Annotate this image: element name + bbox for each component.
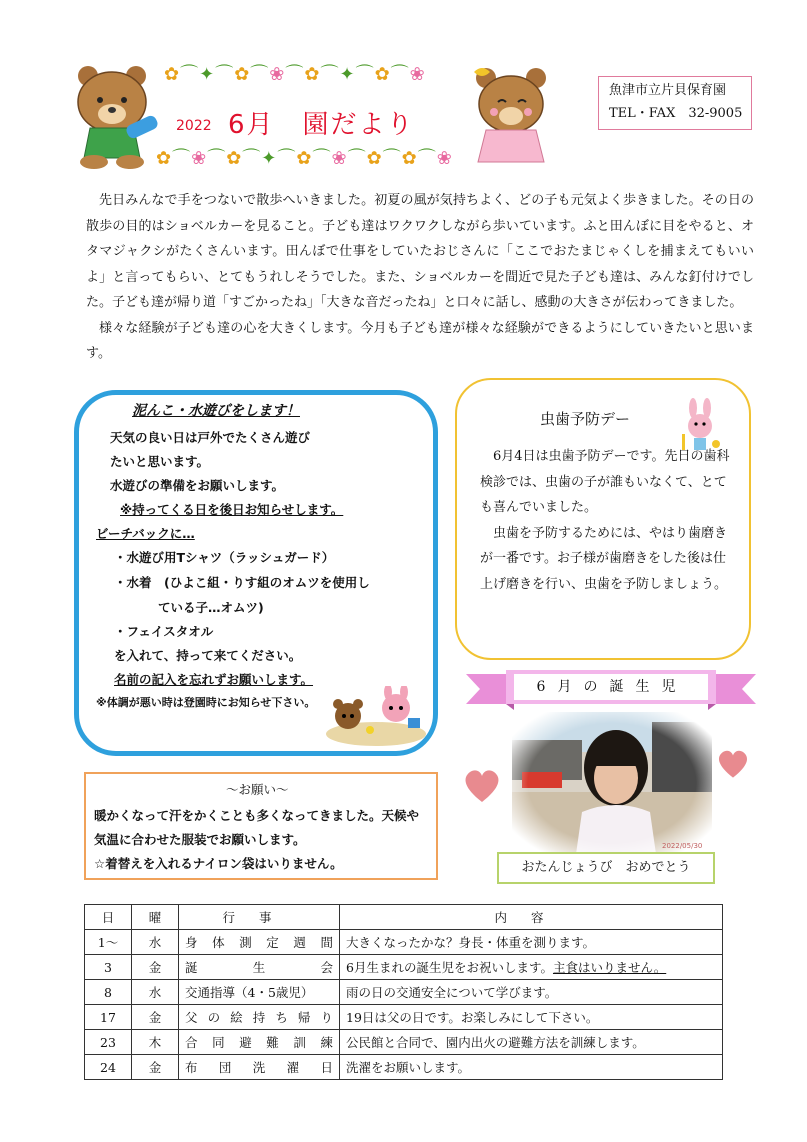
header-content: 内容	[340, 905, 723, 930]
table-row	[85, 955, 723, 980]
row-content: 洗濯をお願いします。	[340, 1055, 723, 1080]
row-day: 23	[85, 1030, 132, 1055]
row-day: 8	[85, 980, 132, 1005]
heart-right-icon	[716, 748, 750, 780]
row-dow: 金	[132, 1055, 179, 1080]
row-event: 誕生会	[179, 955, 340, 980]
mud-play-line: 名前の記入を忘れずお願いします。	[114, 672, 314, 687]
mud-play-line: ビーチバックに…	[96, 526, 195, 541]
row-event: 身体測定週間	[179, 930, 340, 955]
table-header-row	[85, 905, 723, 930]
heart-left-icon	[462, 768, 502, 804]
mud-play-line: ・水遊び用Tシャツ（ラッシュガード）	[114, 550, 335, 565]
mud-play-line: を入れて、持って来てください。	[114, 648, 302, 663]
row-dow: 金	[132, 955, 179, 980]
row-day: 1～	[85, 930, 132, 955]
row-event: 布団洗濯日	[179, 1055, 340, 1080]
dental-paragraph-2: 虫歯を予防するためには、やはり歯磨きが一番です。お子様が歯磨きをした後は仕上げ磨きを行い、虫歯を予防しましょう。	[480, 525, 728, 592]
request-title: ～お願い～	[226, 782, 289, 797]
mud-play-line: たいと思います。	[110, 454, 210, 469]
request-line: 気温に合わせた服装でお願いします。	[94, 832, 306, 847]
school-info-box	[598, 76, 752, 130]
row-day: 3	[85, 955, 132, 980]
dental-title: 虫歯予防デー	[540, 410, 631, 428]
bear-boy-illustration	[60, 62, 164, 170]
newsletter-title: 6月 園だより	[228, 110, 415, 140]
table-row	[85, 1030, 723, 1055]
row-dow: 金	[132, 1005, 179, 1030]
table-row	[85, 930, 723, 955]
intro-paragraph-2: 様々な経験が子ども達の心を大きくします。今月も子ども達が様々な経験ができるようにしていきたいと思います。	[86, 320, 754, 361]
header-dow: 曜	[132, 905, 179, 930]
flower-border-top: ✿⌒✦⌒✿⌒❀⌒✿⌒✦⌒✿⌒❀	[164, 64, 426, 85]
row-event: 交通指導（4・5歳児）	[179, 980, 340, 1005]
header-day: 日	[85, 905, 132, 930]
row-content	[340, 955, 723, 980]
row-dow: 水	[132, 980, 179, 1005]
mud-play-line: ※持ってくる日を後日お知らせします。	[120, 502, 344, 517]
birthday-child-photo	[512, 712, 712, 854]
row-content: 雨の日の交通安全について学びます。	[340, 980, 723, 1005]
flower-border-bottom: ✿⌒❀⌒✿⌒✦⌒✿⌒❀⌒✿⌒✿⌒❀	[156, 148, 453, 169]
mud-play-heading: 泥んこ・水遊びをします！	[132, 403, 300, 419]
row-dow: 木	[132, 1030, 179, 1055]
schedule-table	[84, 904, 723, 1080]
table-row	[85, 1055, 723, 1080]
mud-play-line: 天気の良い日は戸外でたくさん遊び	[110, 430, 311, 445]
row-content: 公民館と合同で、園内出火の避難方法を訓練します。	[340, 1030, 723, 1055]
sandbox-animals-illustration	[324, 686, 428, 746]
mud-play-note: ※体調が悪い時は登園時にお知らせ下さい。	[96, 696, 316, 709]
newsletter-year: 2022	[176, 118, 212, 134]
mud-play-line: ・水着 (ひよこ組・りす組のオムツを使用し	[114, 575, 370, 590]
row-dow: 水	[132, 930, 179, 955]
request-line: 暖かくなって汗をかくことも多くなってきました。天候や	[94, 808, 420, 823]
school-tel-fax: TEL・FAX 32-9005	[609, 106, 743, 121]
mud-play-line: 水遊びの準備をお願いします。	[110, 478, 285, 493]
row-content: 大きくなったかな？身長・体重を測ります。	[340, 930, 723, 955]
row-event: 合同避難訓練	[179, 1030, 340, 1055]
photo-date-stamp: 2022/05/30	[662, 842, 703, 850]
mud-play-line: ている子…オムツ)	[158, 600, 264, 615]
row-content-text: 6月生まれの誕生児をお祝いします。	[346, 960, 553, 975]
intro-paragraph-1: 先日みんなで手をつないで散歩へいきました。初夏の風が気持ちよく、どの子も元気よく歩きました。その日の散歩の目的はショベルカーを見ること。子ども達はワクワクしながら歩いています。ふと田んぼに目をやると、オタマジャクシがたくさんいます。田んぼで仕事をしていたおじさんに「ここでおたまじゃくしを捕まえてもいいよ」と言ってもらい、とてもうれしそうでした。また、ショベルカーを間近で見た子ども達は、みんな釘付けでした。子ども達が帰り道「すごかったね」「大きな音だったね」と口々に話し、感動の大きさが伝わってきました。	[86, 193, 754, 310]
birthday-ribbon-text: 6月の誕生児	[536, 679, 688, 695]
birthday-caption: おたんじょうび おめでとう	[497, 852, 715, 884]
request-line: ☆着替えを入れるナイロン袋はいりません。	[94, 856, 343, 871]
mud-play-line: ・フェイスタオル	[114, 624, 214, 639]
row-day: 17	[85, 1005, 132, 1030]
dental-text	[480, 444, 734, 597]
table-row	[85, 1005, 723, 1030]
row-event: 父の絵持ち帰り	[179, 1005, 340, 1030]
row-content: 19日は父の日です。お楽しみにして下さい。	[340, 1005, 723, 1030]
header-event: 行事	[179, 905, 340, 930]
bear-girl-illustration	[466, 64, 556, 168]
dental-paragraph-1: 6月4日は虫歯予防デーです。先日の歯科検診では、虫歯の子が誰もいなくて、とても喜んでいました。	[480, 449, 730, 515]
row-day: 24	[85, 1055, 132, 1080]
table-row	[85, 980, 723, 1005]
row-content-note: 主食はいりません。	[552, 960, 667, 975]
intro-text	[86, 188, 754, 367]
school-name: 魚津市立片貝保育園	[609, 83, 727, 98]
